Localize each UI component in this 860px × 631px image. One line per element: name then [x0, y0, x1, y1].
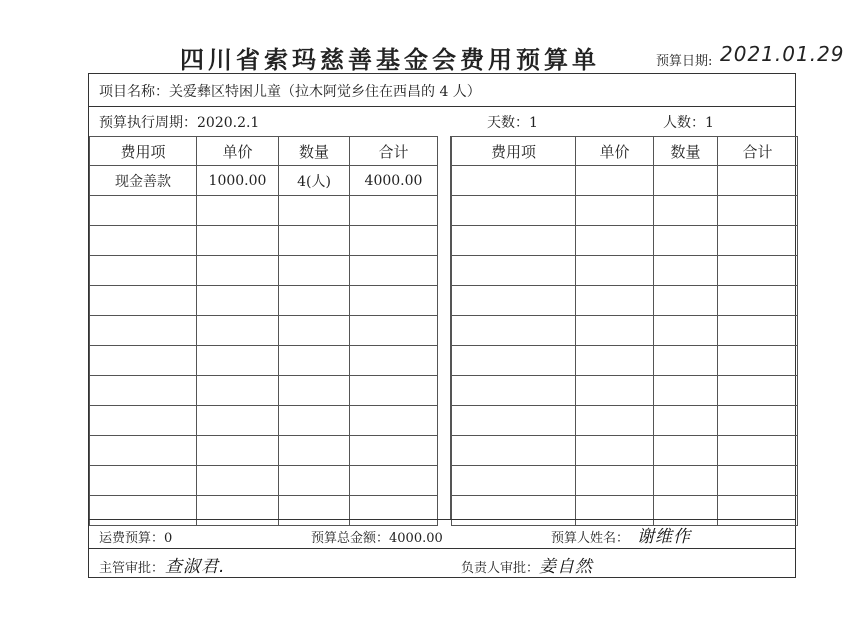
cell-item — [452, 406, 576, 436]
people-field — [663, 112, 714, 132]
cell-unit-price — [576, 226, 654, 256]
budget-date-label: 预算日期: — [656, 54, 713, 69]
supervisor-signature: 查淑君. — [165, 557, 226, 577]
cell-unit-price — [197, 316, 279, 346]
cell-total — [350, 256, 438, 286]
cell-quantity — [654, 496, 718, 526]
cell-quantity — [279, 346, 350, 376]
freight-value: 0 — [164, 531, 173, 546]
people-value: 1 — [705, 115, 714, 131]
cell-unit-price — [576, 466, 654, 496]
total-label: 预算总金额： — [311, 531, 390, 546]
table-row — [452, 256, 798, 286]
cell-total — [350, 286, 438, 316]
cell-quantity — [279, 196, 350, 226]
period-value: 2020.2.1 — [197, 115, 260, 131]
table-row — [90, 226, 438, 256]
cell-unit-price — [197, 436, 279, 466]
right-expense-table-block — [451, 136, 797, 519]
cell-item — [90, 346, 197, 376]
cell-item — [90, 376, 197, 406]
cell-unit-price — [576, 436, 654, 466]
cell-total — [350, 406, 438, 436]
cell-unit-price — [576, 406, 654, 436]
cell-total — [718, 316, 798, 346]
column-header-total: 合计 — [350, 137, 438, 166]
cell-item — [452, 316, 576, 346]
cell-unit-price — [576, 496, 654, 526]
cell-item — [452, 196, 576, 226]
cell-item — [90, 436, 197, 466]
table-header-row — [452, 137, 798, 166]
page-title: 四川省索玛慈善基金会费用预算单 — [180, 45, 600, 74]
cell-total — [718, 196, 798, 226]
period-label: 预算执行周期： — [99, 115, 197, 131]
cell-total — [350, 496, 438, 526]
table-row — [452, 376, 798, 406]
cell-quantity — [279, 256, 350, 286]
days-value: 1 — [529, 115, 538, 131]
cell-quantity — [654, 256, 718, 286]
table-row — [90, 316, 438, 346]
table-row — [90, 436, 438, 466]
preparer-label: 预算人姓名： — [551, 531, 630, 546]
cell-unit-price — [197, 496, 279, 526]
preparer-signature: 谢维作 — [637, 527, 691, 547]
freight-field — [99, 527, 172, 546]
table-row — [90, 166, 438, 196]
table-row — [452, 436, 798, 466]
days-field — [487, 112, 538, 132]
cell-item — [90, 196, 197, 226]
cell-quantity — [279, 466, 350, 496]
cell-item — [452, 346, 576, 376]
cell-quantity — [279, 436, 350, 466]
cell-unit-price — [197, 376, 279, 406]
table-row — [90, 466, 438, 496]
cell-quantity — [654, 166, 718, 196]
cell-item — [452, 256, 576, 286]
cell-quantity — [279, 376, 350, 406]
cell-total — [718, 436, 798, 466]
freight-label: 运费预算： — [99, 531, 165, 546]
column-header-item: 费用项 — [90, 137, 197, 166]
cell-unit-price — [197, 286, 279, 316]
cell-item — [90, 286, 197, 316]
table-row — [90, 286, 438, 316]
cell-quantity — [654, 376, 718, 406]
cell-item — [452, 376, 576, 406]
cell-unit-price: 1000.00 — [197, 166, 279, 196]
cell-total: 4000.00 — [350, 166, 438, 196]
project-name-value: 关爱彝区特困儿童（拉木阿觉乡住在西昌的 4 人） — [169, 84, 481, 100]
column-header-unit-price: 单价 — [576, 137, 654, 166]
cell-item: 现金善款 — [90, 166, 197, 196]
cell-total — [718, 286, 798, 316]
cell-total — [718, 376, 798, 406]
cell-item — [90, 466, 197, 496]
cell-item — [452, 226, 576, 256]
cell-total — [718, 256, 798, 286]
budget-date-value: 2021.01.29 — [720, 42, 845, 66]
cell-unit-price — [576, 196, 654, 226]
project-name-label: 项目名称： — [99, 84, 169, 100]
table-row — [90, 346, 438, 376]
cell-item — [90, 226, 197, 256]
cell-total — [718, 406, 798, 436]
cell-total — [350, 436, 438, 466]
cell-unit-price — [197, 406, 279, 436]
cell-total — [350, 226, 438, 256]
cell-unit-price — [197, 256, 279, 286]
cell-total — [350, 376, 438, 406]
budget-form — [88, 73, 796, 578]
cell-item — [452, 286, 576, 316]
table-row — [452, 196, 798, 226]
cell-quantity — [279, 496, 350, 526]
supervisor-label: 主管审批： — [99, 561, 165, 576]
cell-total — [718, 226, 798, 256]
cell-quantity — [279, 406, 350, 436]
cell-unit-price — [576, 316, 654, 346]
total-value: 4000.00 — [389, 531, 443, 546]
cell-total — [350, 466, 438, 496]
table-row — [452, 466, 798, 496]
table-row — [90, 496, 438, 526]
cell-quantity — [654, 286, 718, 316]
cell-unit-price — [197, 226, 279, 256]
cell-quantity — [654, 466, 718, 496]
cell-total — [718, 346, 798, 376]
project-name-row — [99, 81, 481, 101]
cell-total — [350, 196, 438, 226]
left-expense-table — [89, 136, 438, 526]
cell-item — [90, 316, 197, 346]
cell-quantity — [279, 316, 350, 346]
table-row — [452, 346, 798, 376]
cell-unit-price — [197, 466, 279, 496]
cell-item — [452, 166, 576, 196]
column-header-total: 合计 — [718, 137, 798, 166]
cell-unit-price — [197, 346, 279, 376]
left-expense-table-block — [89, 136, 437, 519]
cell-quantity — [654, 346, 718, 376]
cell-item — [452, 436, 576, 466]
table-separator — [437, 136, 451, 519]
period-row — [99, 112, 259, 132]
table-row — [452, 166, 798, 196]
column-header-unit-price: 单价 — [197, 137, 279, 166]
cell-item — [90, 256, 197, 286]
divider — [89, 519, 795, 520]
cell-total — [718, 496, 798, 526]
total-field — [311, 527, 443, 546]
cell-quantity — [654, 226, 718, 256]
column-header-item: 费用项 — [452, 137, 576, 166]
table-row — [452, 286, 798, 316]
days-label: 天数： — [487, 115, 529, 131]
table-row — [90, 196, 438, 226]
cell-item — [90, 406, 197, 436]
column-header-quantity: 数量 — [279, 137, 350, 166]
table-header-row — [90, 137, 438, 166]
cell-total — [718, 166, 798, 196]
table-row — [452, 496, 798, 526]
column-header-quantity: 数量 — [654, 137, 718, 166]
cell-quantity — [654, 406, 718, 436]
cell-unit-price — [576, 166, 654, 196]
table-row — [90, 256, 438, 286]
cell-item — [90, 496, 197, 526]
right-expense-table — [451, 136, 798, 526]
cell-quantity: 4(人) — [279, 166, 350, 196]
cell-unit-price — [576, 256, 654, 286]
table-row — [90, 406, 438, 436]
cell-unit-price — [197, 196, 279, 226]
cell-quantity — [654, 436, 718, 466]
cell-item — [452, 466, 576, 496]
cell-quantity — [279, 286, 350, 316]
table-row — [90, 376, 438, 406]
cell-unit-price — [576, 376, 654, 406]
people-label: 人数： — [663, 115, 705, 131]
cell-total — [350, 316, 438, 346]
cell-unit-price — [576, 286, 654, 316]
table-row — [452, 226, 798, 256]
cell-total — [350, 346, 438, 376]
divider — [89, 548, 795, 549]
divider — [89, 106, 795, 107]
cell-quantity — [654, 196, 718, 226]
responsible-signature: 姜自然 — [539, 557, 593, 577]
table-row — [452, 406, 798, 436]
responsible-label: 负责人审批： — [461, 561, 540, 576]
table-row — [452, 316, 798, 346]
cell-quantity — [279, 226, 350, 256]
cell-quantity — [654, 316, 718, 346]
cell-item — [452, 496, 576, 526]
cell-unit-price — [576, 346, 654, 376]
cell-total — [718, 466, 798, 496]
